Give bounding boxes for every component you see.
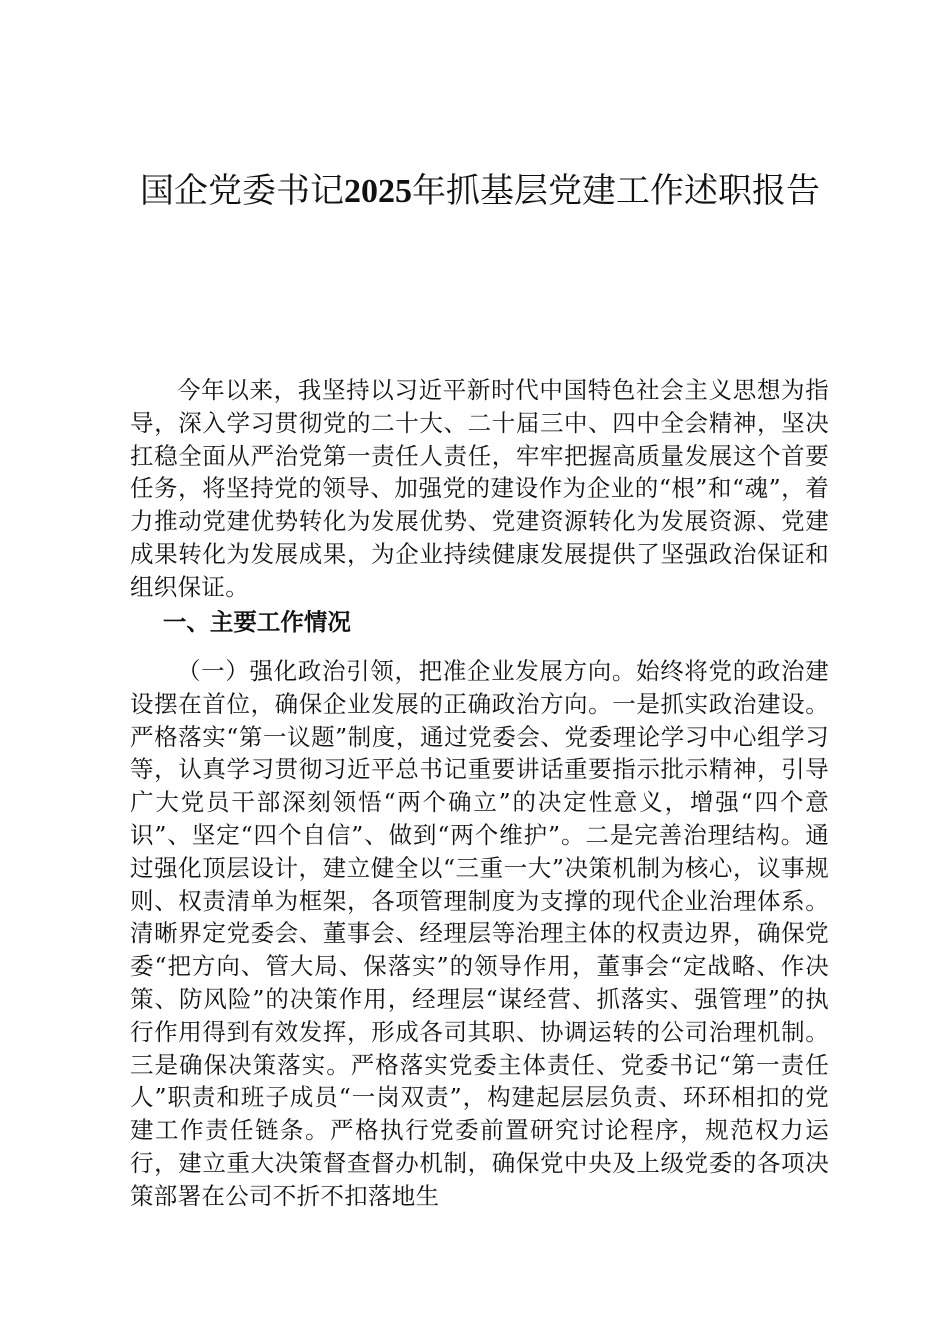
intro-block	[130, 374, 829, 604]
intro-paragraph: 今年以来，我坚持以习近平新时代中国特色社会主义思想为指导，深入学习贯彻党的二十大、二十届三中、四中全会精神，坚决扛稳全面从严治党第一责任人责任，牢牢把握高质量发展这个首要任务，将坚持党的领导、加强党的建设作为企业的“根”和“魂”，着力推动党建优势转化为发展优势、党建资源转化为发展资源、党建成果转化为发展成果，为企业持续健康发展提供了坚强政治保证和组织保证。	[130, 376, 829, 601]
title-prefix: 国企党委书记	[140, 171, 344, 211]
section-1-block	[130, 606, 829, 639]
section-heading: 一、主要工作情况	[162, 608, 351, 636]
document-title	[130, 166, 830, 217]
body-paragraph: （一）强化政治引领，把准企业发展方向。始终将党的政治建设摆在首位，确保企业发展的正确政治方向。一是抓实政治建设。严格落实“第一议题”制度，通过党委会、党委理论学习中心组学习等，认真学习贯彻习近平总书记重要讲话重要指示批示精神，引导广大党员干部深刻领悟“两个确立”的决定性意义，增强“四个意识”、坚定“四个自信”、做到“两个维护”。二是完善治理结构。通过强化顶层设计，建立健全以“三重一大”决策机制为核心，议事规则、权责清单为框架，各项管理制度为支撑的现代企业治理体系。清晰界定党委会、董事会、经理层等治理主体的权责边界，确保党委“把方向、管大局、保落实”的领导作用，董事会“定战略、作决策、防风险”的决策作用，经理层“谋经营、抓落实、强管理”的执行作用得到有效发挥，形成各司其职、协调运转的公司治理机制。三是确保决策落实。严格落实党委主体责任、党委书记“第一责任人”职责和班子成员“一岗双责”，构建起层层负责、环环相扣的党建工作责任链条。严格执行党委前置研究讨论程序，规范权力运行，建立重大决策督查督办机制，确保党中央及上级党委的各项决策部署在公司不折不扣落地生	[130, 657, 829, 1210]
title-year: 2025	[344, 173, 412, 210]
section-1-paragraph-block	[130, 655, 829, 1213]
title-suffix: 年抓基层党建工作述职报告	[412, 171, 820, 211]
